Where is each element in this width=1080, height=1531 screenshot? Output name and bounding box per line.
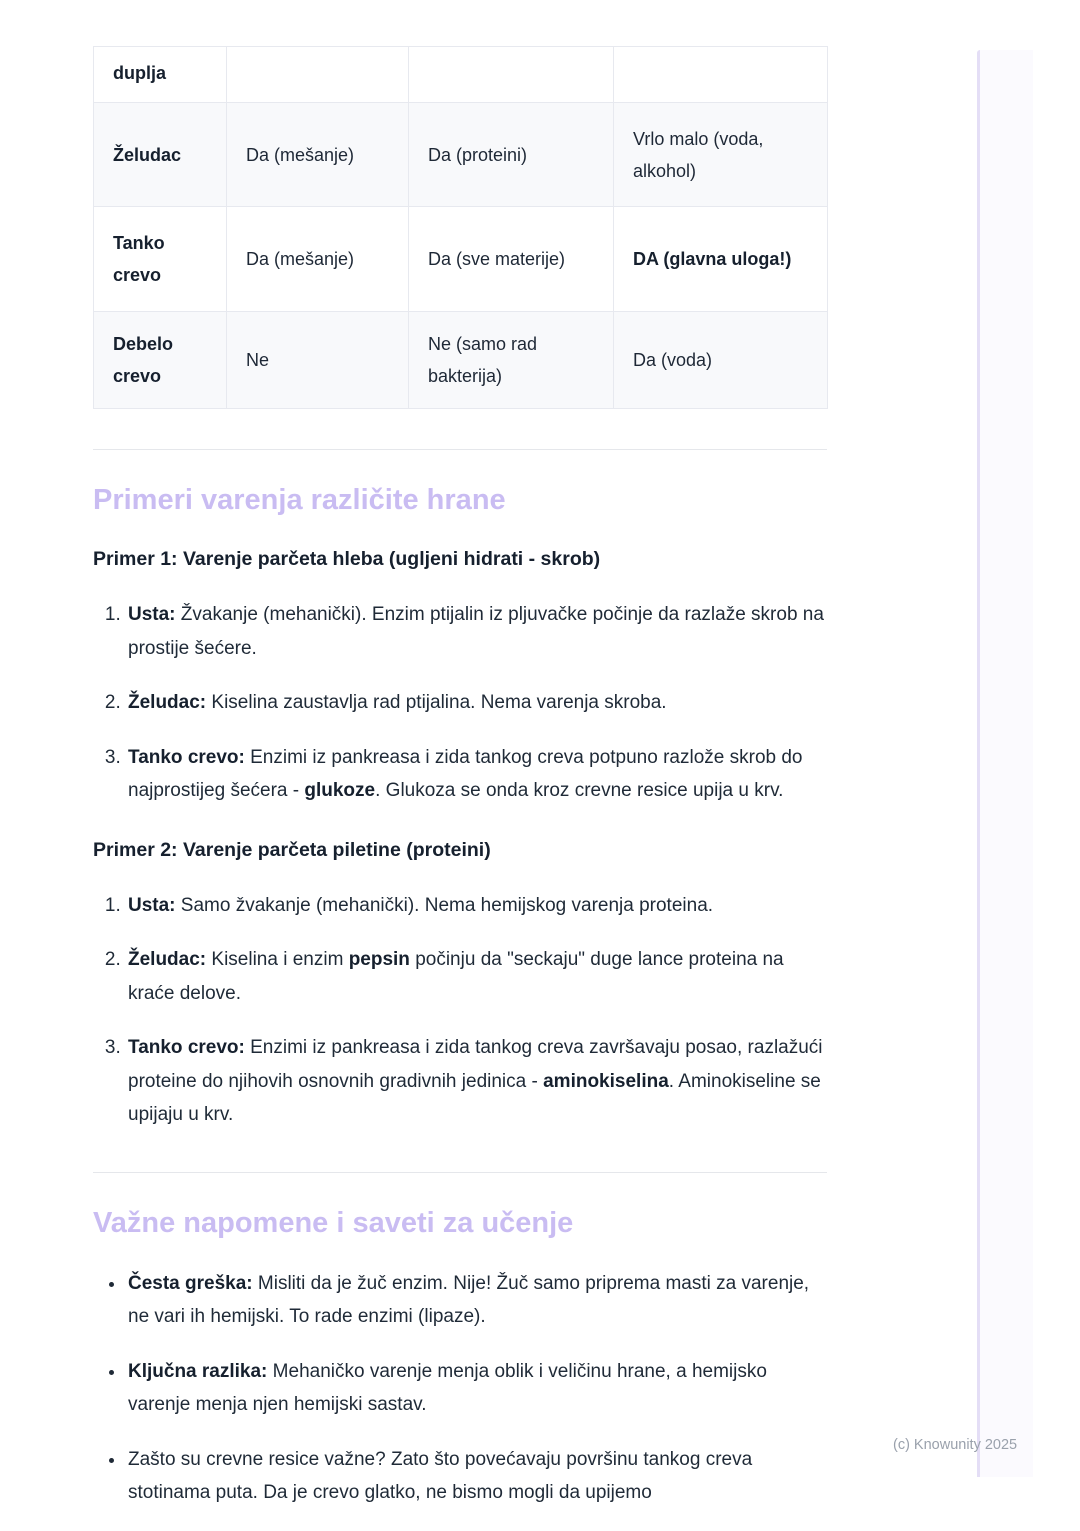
list-item xyxy=(126,1355,827,1422)
section-divider xyxy=(93,449,827,450)
section-divider xyxy=(93,1172,827,1173)
sections xyxy=(93,449,827,1510)
section-heading: Važne napomene i saveti za učenje xyxy=(93,1206,574,1239)
table-row xyxy=(94,103,828,207)
bold-text: Usta: xyxy=(128,894,176,916)
table-row xyxy=(94,312,828,409)
digestion-table-body xyxy=(94,47,828,409)
text-run: Enzimi iz pankreasa i zida tankog creva potpuno razlože skrob do najprostijeg šećera - xyxy=(128,746,803,801)
table-cell: Želudac xyxy=(94,103,227,207)
bold-text: aminokiselina xyxy=(543,1070,669,1092)
table-cell: Vrlo malo (voda, alkohol) xyxy=(614,103,828,207)
table-cell: DA (glavna uloga!) xyxy=(614,207,828,312)
list-item xyxy=(126,889,827,923)
bold-text: pepsin xyxy=(348,949,410,970)
page-content xyxy=(93,0,827,1531)
subheading: Primer 2: Varenje parčeta piletine (proteini) xyxy=(93,838,491,861)
table-cell: Tanko crevo xyxy=(94,207,227,312)
table-cell: Da (mešanje) xyxy=(227,207,409,312)
table-cell: Ne xyxy=(227,312,409,409)
list-item xyxy=(126,1031,827,1132)
table-cell: Da (mešanje) xyxy=(227,103,409,207)
list-item xyxy=(126,741,827,808)
bold-text: glukoze xyxy=(304,780,376,801)
text-run: Zašto su crevne resice važne? Zato što povećavaju površinu tankog creva stotinama puta. Da je crevo glatko, ne bismo mogli da upijemo xyxy=(128,1448,753,1503)
scrollbar-track[interactable] xyxy=(977,50,1033,1477)
text-run: Mehaničko varenje menja oblik i veličinu hrane, a hemijsko varenje menja njen hemijski sastav. xyxy=(128,1360,767,1415)
text-run: Kiselina zaustavlja rad ptijalina. Nema varenja skroba. xyxy=(206,692,667,713)
bold-text: Tanko crevo: xyxy=(128,746,245,768)
table-cell: duplja xyxy=(94,47,227,103)
text-run: Enzimi iz pankreasa i zida tankog creva završavaju posao, razlažući proteine do njihovih osnovnih gradivnih jedinica - xyxy=(128,1037,823,1092)
numbered-list xyxy=(93,889,827,1132)
table-row xyxy=(94,47,828,103)
bold-text: Tanko crevo: xyxy=(128,1037,245,1058)
bold-text: Česta greška: xyxy=(128,1272,253,1294)
numbered-list xyxy=(93,598,827,808)
table-cell: Da (voda) xyxy=(614,312,828,409)
bullet-list xyxy=(93,1267,827,1510)
subheading: Primer 1: Varenje parčeta hleba (ugljeni hidrati - skrob) xyxy=(93,548,601,570)
section-heading: Primeri varenja različite hrane xyxy=(93,484,506,516)
list-item xyxy=(126,943,827,1010)
digestion-comparison-table xyxy=(93,46,828,409)
table-cell xyxy=(614,47,828,103)
text-run: . Glukoza se onda kroz crevne resice upija u krv. xyxy=(375,780,784,801)
text-run: Žvakanje (mehanički). Enzim ptijalin iz pljuvačke počinje da razlaže skrob na prostije šećere. xyxy=(128,604,824,659)
list-item xyxy=(126,686,827,720)
bold-text: Usta: xyxy=(128,604,176,625)
text-run: Kiselina i enzim xyxy=(206,949,349,970)
text-run: počinju da "seckaju" duge lance proteina na kraće delove. xyxy=(128,949,784,1004)
table-cell: Ne (samo rad bakterija) xyxy=(409,312,614,409)
table-cell: Da (sve materije) xyxy=(409,207,614,312)
table-cell xyxy=(227,47,409,103)
text-run: Samo žvakanje (mehanički). Nema hemijskog varenja proteina. xyxy=(175,894,714,916)
list-item xyxy=(126,1443,827,1510)
table-row xyxy=(94,207,828,312)
list-item xyxy=(126,1267,827,1334)
table-cell: Da (proteini) xyxy=(409,103,614,207)
table-cell: Debelo crevo xyxy=(94,312,227,409)
bold-text: Želudac: xyxy=(128,949,207,970)
copyright-watermark: (c) Knowunity 2025 xyxy=(893,1437,1018,1453)
table-cell xyxy=(409,47,614,103)
bold-text: Želudac: xyxy=(128,692,207,713)
bold-text: Ključna razlika: xyxy=(128,1360,268,1382)
text-run: . Aminokiseline se upijaju u krv. xyxy=(128,1070,821,1125)
list-item xyxy=(126,598,827,665)
text-run: Misliti da je žuč enzim. Nije! Žuč samo priprema masti za varenje, ne vari ih hemijski. To rade enzimi (lipaze). xyxy=(128,1272,810,1327)
